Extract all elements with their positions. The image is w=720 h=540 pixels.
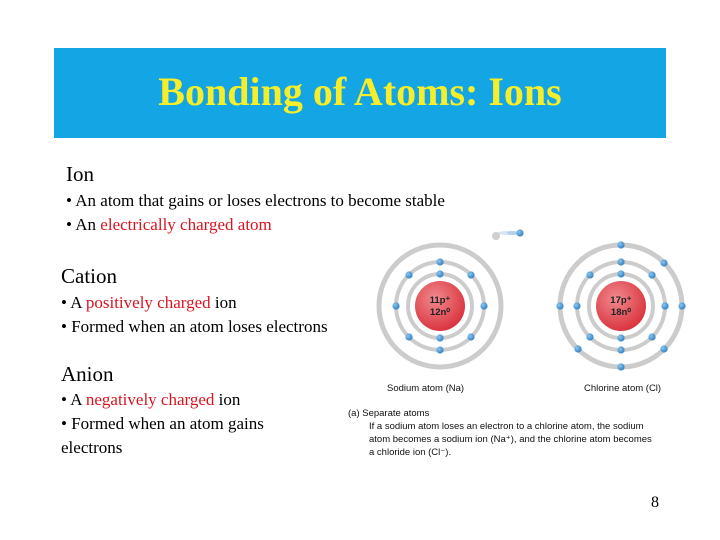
sodium-protons: 11p⁺ bbox=[429, 295, 451, 306]
anion-heading: Anion bbox=[61, 362, 114, 386]
electron bbox=[392, 302, 399, 309]
cation-bullet-1-highlight: positively charged bbox=[85, 293, 211, 312]
electron bbox=[617, 241, 624, 248]
sodium-atom bbox=[379, 245, 501, 367]
figure-caption-line-3: atom becomes a sodium ion (Na⁺), and the chlorine atom becomes bbox=[369, 434, 652, 445]
electron bbox=[405, 271, 412, 278]
anion-bullet-2-line-2: electrons bbox=[61, 438, 123, 457]
sodium-neutrons: 12n⁰ bbox=[429, 307, 451, 318]
electron bbox=[617, 258, 624, 265]
electron bbox=[480, 302, 487, 309]
electron bbox=[516, 229, 523, 236]
transferred-electron bbox=[492, 229, 524, 240]
electron bbox=[617, 363, 624, 370]
electron bbox=[492, 232, 500, 240]
cation-bullet-1-prefix: • A bbox=[61, 293, 86, 312]
anion-bullet-1-suffix: ion bbox=[214, 390, 241, 409]
sodium-label: Sodium atom (Na) bbox=[387, 383, 465, 394]
slide-title: Bonding of Atoms: Ions bbox=[158, 69, 562, 114]
ion-bullet-2-highlight: electrically charged atom bbox=[100, 215, 272, 234]
electron bbox=[467, 271, 474, 278]
electron bbox=[467, 333, 474, 340]
electron bbox=[573, 302, 580, 309]
anion-bullet-2-line-1: • Formed when an atom gains bbox=[61, 414, 264, 433]
electron bbox=[660, 345, 667, 352]
figure-caption-line-4: a chloride ion (Cl⁻). bbox=[369, 447, 452, 458]
electron bbox=[405, 333, 412, 340]
cation-heading: Cation bbox=[61, 264, 117, 288]
ion-heading: Ion bbox=[66, 162, 94, 186]
anion-bullet-1-prefix: • A bbox=[61, 390, 86, 409]
electron bbox=[617, 270, 624, 277]
electron bbox=[586, 271, 593, 278]
electron bbox=[436, 258, 443, 265]
electron bbox=[586, 333, 593, 340]
electron bbox=[648, 271, 655, 278]
cation-bullet-1-suffix: ion bbox=[210, 293, 237, 312]
electron bbox=[556, 302, 563, 309]
electron bbox=[678, 302, 685, 309]
electron bbox=[436, 346, 443, 353]
anion-bullet-1-highlight: negatively charged bbox=[85, 390, 215, 409]
chlorine-nucleus bbox=[596, 281, 646, 331]
page-number: 8 bbox=[651, 494, 659, 511]
chlorine-atom bbox=[556, 241, 685, 370]
electron bbox=[648, 333, 655, 340]
cation-bullet-2: • Formed when an atom loses electrons bbox=[61, 317, 328, 336]
chlorine-neutrons: 18n⁰ bbox=[610, 307, 632, 318]
electron bbox=[660, 259, 667, 266]
electron bbox=[436, 334, 443, 341]
electron bbox=[436, 270, 443, 277]
figure-caption-line-2: If a sodium atom loses an electron to a chlorine atom, the sodium bbox=[369, 421, 644, 432]
figure-caption-line-1: (a) Separate atoms bbox=[348, 408, 430, 419]
electron bbox=[574, 345, 581, 352]
ion-bullet-1: • An atom that gains or loses electrons to become stable bbox=[66, 191, 445, 210]
chlorine-protons: 17p⁺ bbox=[610, 295, 632, 306]
ion-bullet-2-prefix: • An bbox=[66, 215, 101, 234]
electron bbox=[617, 346, 624, 353]
sodium-nucleus bbox=[415, 281, 465, 331]
electron bbox=[617, 334, 624, 341]
chlorine-label: Chlorine atom (Cl) bbox=[584, 383, 662, 394]
electron bbox=[661, 302, 668, 309]
